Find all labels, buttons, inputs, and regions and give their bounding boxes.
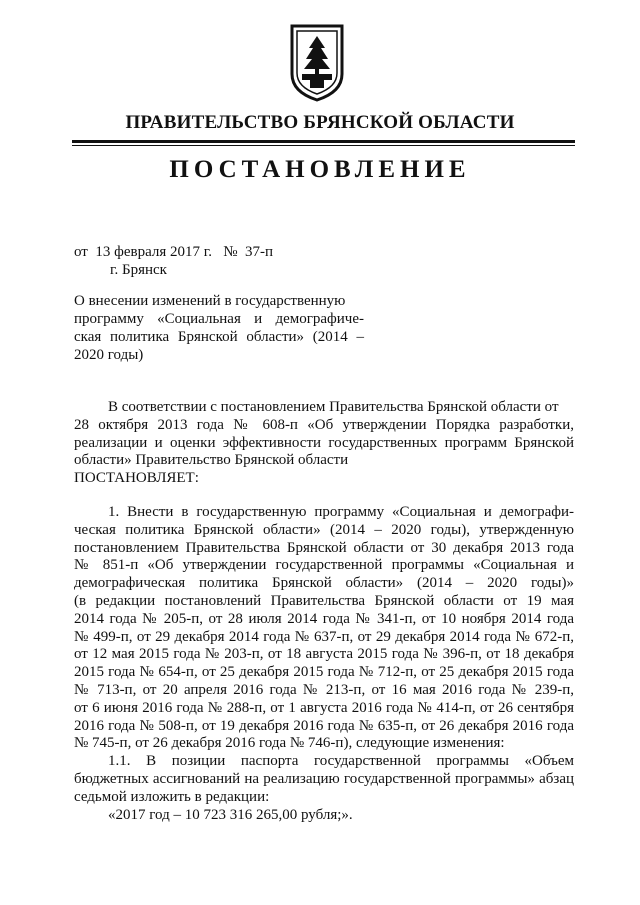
preamble-line: В соответствии с постановлением Правительства Брянской области от — [108, 399, 559, 415]
item-1-line: ческая политика Брянской области» (2014 – 2020 годы), утвержденную — [74, 521, 574, 538]
item-1-line: 2016 года № 508-п, от 19 декабря 2016 года № 635-п, от 26 декабря 2016 года — [74, 717, 574, 734]
paragraph-gap — [74, 488, 574, 504]
item-1-line: № 745-п, от 26 декабря 2016 года № 746-п), следующие изменения: — [74, 735, 505, 752]
item-1-line: № 499-п, от 29 декабря 2014 года № 637-п, от 29 декабря 2014 года № 672-п, — [74, 628, 574, 645]
budget-quote: «2017 год – 10 723 316 265,00 рубля;». — [108, 806, 353, 823]
organization-title: ПРАВИТЕЛЬСТВО БРЯНСКОЙ ОБЛАСТИ — [125, 112, 515, 133]
preamble-line: реализации и оценки эффективности государственных программ Брянской — [74, 434, 574, 451]
item-1-1-line: 1.1. В позиции паспорта государственной программы «Объем — [108, 753, 574, 770]
document-type-title: ПОСТАНОВЛЕНИЕ — [169, 156, 471, 183]
city-line: г. Брянск — [110, 262, 167, 278]
item-1-1-line: бюджетных ассигнований на реализацию государственной программы» абзац — [74, 770, 574, 787]
date-number-line: от 13 февраля 2017 г. № 37-п — [74, 244, 274, 260]
preamble-line: 28 октября 2013 года № 608-п «Об утверждении Порядка разработки, — [74, 416, 574, 433]
preamble-line: области» Правительство Брянской области — [74, 452, 349, 469]
item-1-line: 1. Внести в государственную программу «Социальная и демографи- — [108, 503, 574, 520]
subject-block — [74, 292, 364, 364]
item-1-line: 2014 года № 205-п, от 28 июля 2014 года № 341-п, от 10 ноября 2014 года — [74, 610, 574, 627]
document-body — [74, 399, 574, 824]
item-1-line: 2015 года № 654-п, от 25 декабря 2015 года № 712-п, от 25 декабря 2015 года — [74, 664, 574, 681]
item-1-line: (в редакции постановлений Правительства Брянской области от 19 мая — [74, 592, 574, 609]
coat-of-arms-emblem — [288, 22, 346, 102]
resolves-word: ПОСТАНОВЛЯЕТ: — [74, 470, 199, 487]
item-1-line: № 713-п, от 20 апреля 2016 года № 213-п, от 16 мая 2016 года № 239-п, — [74, 681, 574, 698]
subject-line: ская политика Брянской области» (2014 – — [74, 329, 364, 345]
item-1-line: постановлением Правительства Брянской области от 30 декабря 2013 года — [74, 539, 574, 556]
subject-line: программу «Социальная и демографиче- — [74, 311, 364, 327]
subject-line: О внесении изменений в государственную — [74, 293, 346, 309]
item-1-line: № 851-п «Об утверждении государственной программы «Социальная и — [74, 557, 574, 574]
item-1-1-line: седьмой изложить в редакции: — [74, 788, 270, 805]
header-divider-thick — [72, 140, 575, 143]
item-1-line: демографическая политика Брянской области» (2014 – 2020 годы)» — [74, 575, 574, 592]
item-1-line: от 12 мая 2015 года № 203-п, от 18 августа 2015 года № 396-п, от 18 декабря — [74, 646, 574, 663]
item-1-line: от 6 июня 2016 года № 288-п, от 1 августа 2016 года № 414-п, от 26 сентября — [74, 699, 574, 716]
subject-line: 2020 годы) — [74, 347, 144, 363]
header-divider-thin — [72, 145, 575, 146]
